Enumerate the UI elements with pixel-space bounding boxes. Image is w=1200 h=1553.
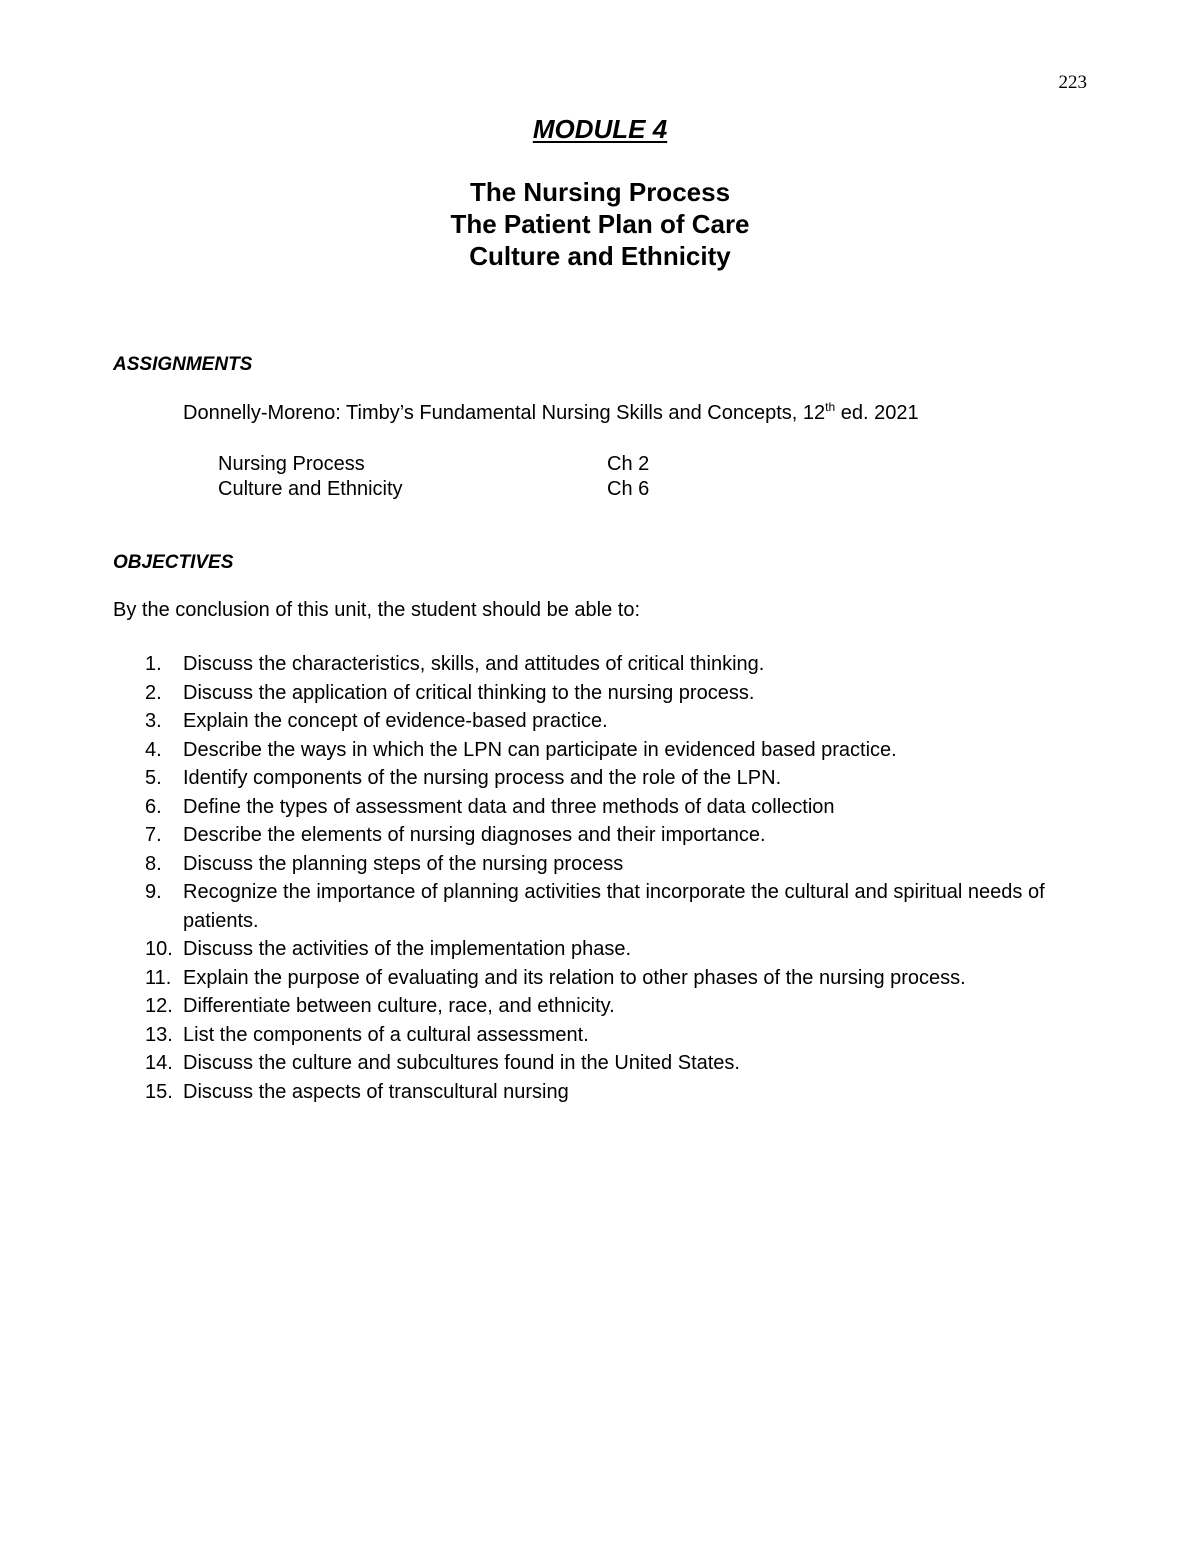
edition-superscript: th [825,400,836,414]
objective-number: 4. [145,738,162,761]
objective-text: Explain the purpose of evaluating and its relation to other phases of the nursing process. [183,966,966,989]
module-subtitles [0,176,1200,272]
objective-item [145,821,1045,850]
chapter-list [218,452,649,502]
objective-number: 5. [145,767,162,789]
objective-item [145,992,1045,1021]
objective-item [145,850,1045,879]
objective-number: 11. [145,966,172,989]
objective-item [145,764,1045,793]
objective-number: 14. [145,1052,173,1074]
page-number: 223 [1058,72,1087,93]
objectives-heading: OBJECTIVES [113,552,234,573]
objective-item [145,964,1045,993]
objectives-intro: By the conclusion of this unit, the student should be able to: [113,599,641,621]
subtitle-patient-plan: The Patient Plan of Care [450,209,750,239]
objective-text: Recognize the importance of planning activities that incorporate the cultural and spiritual needs of patients. [183,881,1045,932]
objective-text: Identify components of the nursing process and the role of the LPN. [183,767,782,789]
textbook-reference [183,402,919,425]
objective-text: Describe the ways in which the LPN can participate in evidenced based practice. [183,738,897,761]
chapter-number: Ch 2 [607,453,650,475]
objective-text: Describe the elements of nursing diagnoses and their importance. [183,824,766,846]
objective-number: 8. [145,852,162,875]
objective-item [145,793,1045,822]
subtitle-nursing-process: The Nursing Process [469,177,731,207]
objective-text: Discuss the aspects of transcultural nursing [183,1080,569,1103]
module-title: MODULE 4 [532,114,668,144]
objective-text: Differentiate between culture, race, and ethnicity. [183,995,615,1017]
chapter-number: Ch 6 [607,478,650,500]
objective-number: 12. [145,995,173,1017]
objective-number: 7. [145,824,162,846]
objective-text: Discuss the planning steps of the nursing process [183,852,624,875]
objective-item [145,736,1045,765]
objective-number: 15. [145,1080,173,1103]
objective-number: 13. [145,1023,173,1046]
objective-text: List the components of a cultural assessment. [183,1023,589,1046]
chapter-row [218,477,649,502]
objective-text: Discuss the characteristics, skills, and attitudes of critical thinking. [183,653,765,675]
chapter-row [218,452,649,477]
objective-text: Define the types of assessment data and three methods of data collection [183,795,835,818]
objective-text: Discuss the application of critical thinking to the nursing process. [183,681,755,704]
objective-text: Explain the concept of evidence-based practice. [183,710,608,732]
objective-item [145,707,1045,736]
objective-item [145,935,1045,964]
objective-number: 9. [145,881,162,903]
assignments-heading: ASSIGNMENTS [113,354,253,375]
objective-text: Discuss the culture and subcultures found in the United States. [183,1052,740,1074]
objective-item [145,679,1045,708]
objective-item [145,1078,1045,1107]
objective-number: 3. [145,710,162,732]
objective-item [145,1021,1045,1050]
chapter-topic: Nursing Process [218,453,365,475]
textbook-title: Donnelly-Moreno: Timby’s Fundamental Nursing Skills and Concepts, 12 [183,402,826,424]
objective-item [145,650,1045,679]
objective-item [145,878,1045,935]
objective-item [145,1049,1045,1078]
objective-number: 10. [145,938,173,960]
objective-number: 1. [145,653,162,675]
subtitle-culture-ethnicity: Culture and Ethnicity [469,241,731,271]
objective-text: Discuss the activities of the implementation phase. [183,938,631,960]
objective-number: 6. [145,795,162,818]
textbook-edition: ed. 2021 [835,402,919,424]
objectives-list [145,650,1045,1106]
objective-number: 2. [145,681,162,704]
chapter-topic: Culture and Ethnicity [218,478,403,500]
